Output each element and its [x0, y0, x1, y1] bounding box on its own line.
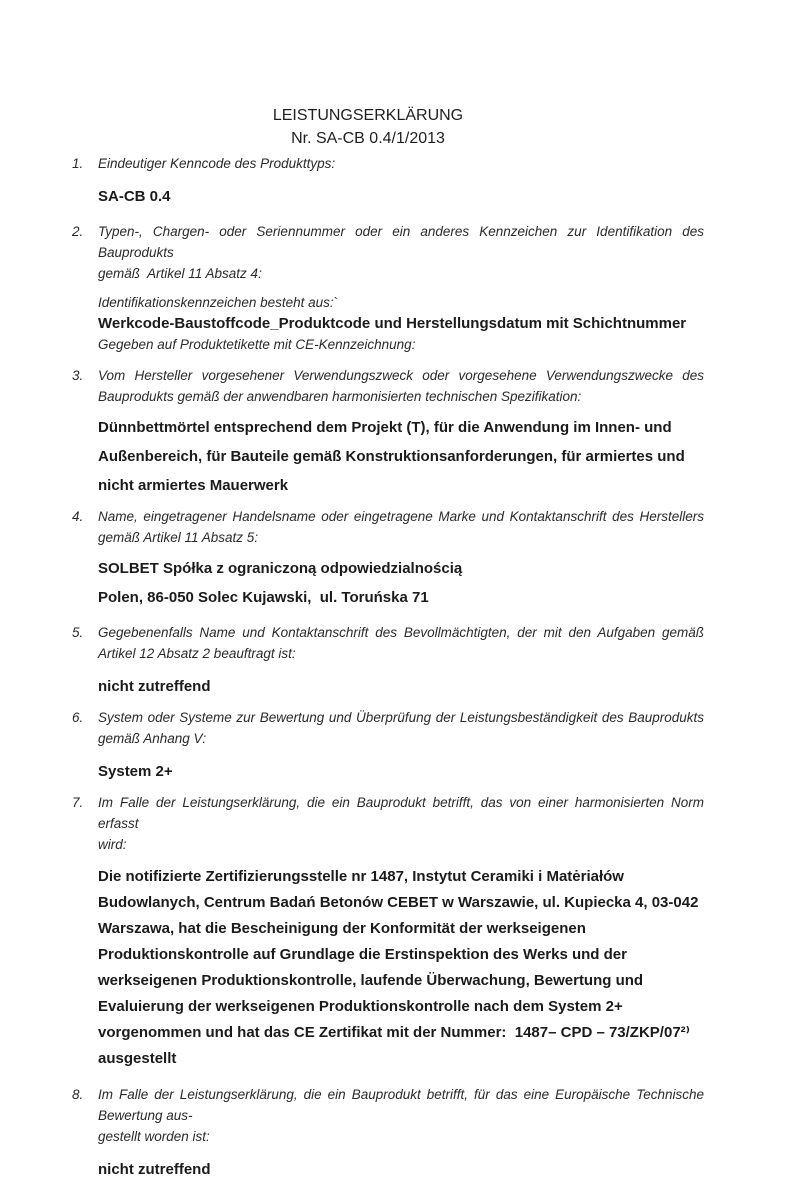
doc-item-3 — [72, 365, 712, 500]
item-answer: System 2+ — [98, 763, 173, 780]
document-header — [65, 104, 671, 150]
item-question: System oder Systeme zur Bewertung und Überprüfung der Leistungsbeständigkeit des Bauprodukts gemäß Anhang V: — [98, 710, 704, 746]
item-answer: SOLBET Spółka z ograniczoną odpowiedzialnością Polen, 86-050 Solec Kujawski, ul. Toruńska 71 — [98, 560, 463, 606]
page-title: LEISTUNGSERKLÄRUNG — [272, 107, 464, 124]
document-number: Nr. SA-CB 0.4/1/2013 — [291, 130, 445, 147]
item-number: 1. — [72, 156, 84, 171]
item-number: 6. — [72, 710, 84, 725]
doc-item-7 — [72, 792, 712, 1072]
item-answer: Dünnbettmörtel entsprechend dem Projekt (T), für die Anwendung im Innen- und Außenbereich, für Bauteile gemäß Konstruktionsanforderungen, für armiertes und nicht armiertes Mauerwerk — [98, 419, 685, 494]
item-answer: Die notifizierte Zertifizierungsstelle nr 1487, Instytut Ceramiki i Matėriałów Budowlanych, Centrum Badań Betonów CEBET w Warszawie, ul. Kupiecka 4, 03-042 Warszawa, hat die Bescheinigung der Konformität der werkseigenen Produktionskontrolle auf Grundlage die Erstinspektion des Werks und der werkseigenen Produktionskontrolle, laufende Überwachung, Bewertung und Evaluierung der werkseigenen Produktionskontrolle nach dem System 2+ vorgenommen und hat das CE Zertifikat mit der Nummer: 1487– CPD – 73/ZKP/07²⁾ ausgestellt — [98, 868, 699, 1067]
doc-item-6 — [72, 707, 712, 782]
item-footnote: Gegeben auf Produktetikette mit CE-Kennzeichnung: — [98, 337, 416, 352]
item-question: Typen-, Chargen- oder Seriennummer oder ein anderes Kennzeichen zur Identifikation des Bauprodukts gemäß Artikel 11 Absatz 4: — [98, 224, 704, 281]
item-question: Name, eingetragener Handelsname oder eingetragene Marke und Kontaktanschrift des Herstellers gemäß Artikel 11 Absatz 5: — [98, 509, 704, 545]
item-answer: nicht zutreffend — [98, 1161, 211, 1178]
item-number: 4. — [72, 509, 84, 524]
item-number: 3. — [72, 368, 84, 383]
item-number: 7. — [72, 795, 84, 810]
item-question: Eindeutiger Kenncode des Produkttyps: — [98, 156, 336, 171]
item-number: 8. — [72, 1087, 84, 1102]
item-answer: Werkcode-Baustoffcode_Produktcode und Herstellungsdatum mit Schichtnummer — [98, 315, 687, 332]
item-question: Im Falle der Leistungserklärung, die ein Bauprodukt betrifft, das von einer harmonisierten Norm erfasst wird: — [98, 795, 704, 852]
item-answer: nicht zutreffend — [98, 678, 211, 695]
item-note: Identifikationskennzeichen besteht aus:` — [98, 295, 339, 310]
doc-item-4 — [72, 506, 712, 612]
item-question: Im Falle der Leistungserklärung, die ein Bauprodukt betrifft, für das eine Europäische Technische Bewertung aus- gestellt worden ist: — [98, 1087, 704, 1144]
item-number: 2. — [72, 224, 84, 239]
item-question: Gegebenenfalls Name und Kontaktanschrift des Bevollmächtigten, der mit den Aufgaben gemäß Artikel 12 Absatz 2 beauftragt ist: — [98, 625, 704, 661]
item-answer: SA-CB 0.4 — [98, 188, 171, 205]
doc-item-5 — [72, 622, 712, 697]
doc-item-8 — [72, 1084, 712, 1180]
doc-item-1 — [72, 153, 712, 207]
item-number: 5. — [72, 625, 84, 640]
item-question: Vom Hersteller vorgesehener Verwendungszweck oder vorgesehene Verwendungszwecke des Bauprodukts gemäß der anwendbaren harmonisierten technischen Spezifikation: — [98, 368, 704, 404]
doc-item-2 — [72, 221, 712, 355]
